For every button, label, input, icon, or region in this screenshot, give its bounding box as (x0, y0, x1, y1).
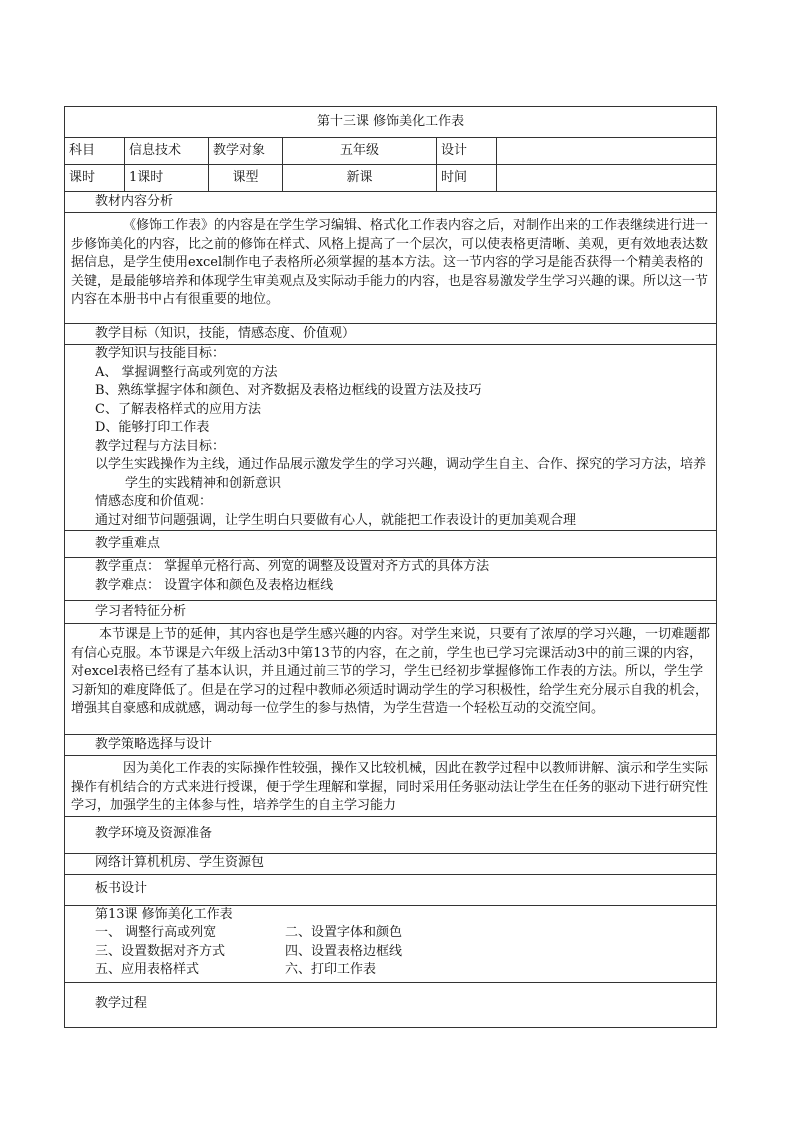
strategy-heading: 教学策略选择与设计 (65, 735, 717, 756)
keypoints-content (65, 558, 717, 601)
board-item: 三、设置数据对齐方式 (95, 943, 226, 959)
board-item: 六、打印工作表 (285, 962, 377, 977)
meta-row-2 (65, 165, 717, 192)
goals-line: 情感态度和价值观： (95, 494, 213, 509)
lesson-plan-table (64, 106, 717, 1028)
goals-line: A、 掌握调整行高或列宽的方法 (95, 364, 278, 380)
subject-label: 科目 (65, 138, 125, 165)
audience-value: 五年级 (283, 138, 437, 165)
env-heading: 教学环境及资源准备 (65, 816, 717, 853)
keypoints-line: 教学难点： 设置字体和颜色及表格边框线 (95, 577, 334, 593)
board-title: 第13课 修饰美化工作表 (95, 906, 233, 922)
goals-content (65, 345, 717, 531)
subject-value: 信息技术 (125, 138, 209, 165)
page-title: 第十三课 修饰美化工作表 (65, 107, 717, 138)
time-label: 时间 (437, 165, 497, 192)
goals-line: 教学知识与技能目标： (95, 346, 226, 361)
board-items (95, 924, 712, 980)
meta-row-1 (65, 138, 717, 165)
board-item: 一、 调整行高或列宽 (95, 925, 217, 940)
keypoints-line: 教学重点： 掌握单元格行高、列宽的调整及设置对齐方式的具体方法 (95, 559, 490, 574)
goals-line: 以学生实践操作为主线，通过作品展示激发学生的学习兴趣，调动学生自主、合作、探究的学习方法，培养学生的实践精神和创新意识 (95, 457, 707, 491)
lesson-type-value: 新课 (283, 165, 437, 192)
materials-heading: 教材内容分析 (65, 192, 717, 213)
goals-line: D、能够打印工作表 (95, 420, 210, 435)
designer-value (497, 138, 717, 165)
learners-text: 本节课是上节的延伸，其内容也是学生感兴趣的内容。对学生来说，只要有了浓厚的学习兴趣，一切难题都有信心克服。本节课是六年级上活动3中第13节的内容，在之前，学生也已学习完课活动3中的前三课的内容，对excel表格已经有了基本认识，并且通过前三节的学习，学生已经初步掌握修饰工作表的方法。所以，学生学习新知的难度降低了。但是在学习的过程中教师必须适时调动学生的学习积极性，给学生充分展示自我的机会，增强其自豪感和成就感，调动每一位学生的参与热情，为学生营造一个轻松互动的交流空间。 (65, 624, 717, 735)
time-value (497, 165, 717, 192)
process-heading: 教学过程 (65, 982, 717, 1027)
board-content (65, 905, 717, 982)
board-item: 二、设置字体和颜色 (285, 925, 403, 940)
board-item: 五、应用表格样式 (95, 962, 200, 977)
period-label: 课时 (65, 165, 125, 192)
goals-heading: 教学目标（知识，技能，情感态度、价值观） (65, 324, 717, 345)
period-value: 1课时 (125, 165, 209, 192)
board-heading: 板书设计 (65, 874, 717, 905)
goals-line: B、熟练掌握字体和颜色、对齐数据及表格边框线的设置方法及技巧 (95, 383, 482, 398)
goals-line: 通过对细节问题强调，让学生明白只要做有心人，就能把工作表设计的更加美观合理 (95, 512, 577, 528)
goals-line: 教学过程与方法目标： (95, 438, 226, 454)
materials-text: 《修饰工作表》的内容是在学生学习编辑、格式化工作表内容之后，对制作出来的工作表继续进行进一步修饰美化的内容，比之前的修饰在样式、风格上提高了一个层次，可以使表格更清晰、美观，更有效地表达数据信息，是学生使用excel制作电子表格所必须掌握的基本方法。这一节内容的学习是能否获得一个精美表格的关键，是最能够培养和体现学生审美观点及实际动手能力的内容，也是容易激发学生学习兴趣的课。所以这一节内容在本册书中占有很重要的地位。 (65, 213, 717, 324)
designer-label: 设计 (437, 138, 497, 165)
lesson-plan (64, 106, 716, 1028)
learners-heading: 学习者特征分析 (65, 601, 717, 624)
strategy-text: 因为美化工作表的实际操作性较强，操作又比较机械，因此在教学过程中以教师讲解、演示和学生实际操作有机结合的方式来进行授课，便于学生理解和掌握，同时采用任务驱动法让学生在任务的驱动下进行研究性学习，加强学生的主体参与性，培养学生的自主学习能力 (65, 756, 717, 817)
keypoints-heading: 教学重难点 (65, 531, 717, 558)
env-text: 网络计算机机房、学生资源包 (65, 853, 717, 874)
goals-line: C、了解表格样式的应用方法 (95, 401, 261, 417)
lesson-type-label: 课型 (209, 165, 283, 192)
board-item: 四、设置表格边框线 (285, 943, 403, 959)
audience-label: 教学对象 (209, 138, 283, 165)
